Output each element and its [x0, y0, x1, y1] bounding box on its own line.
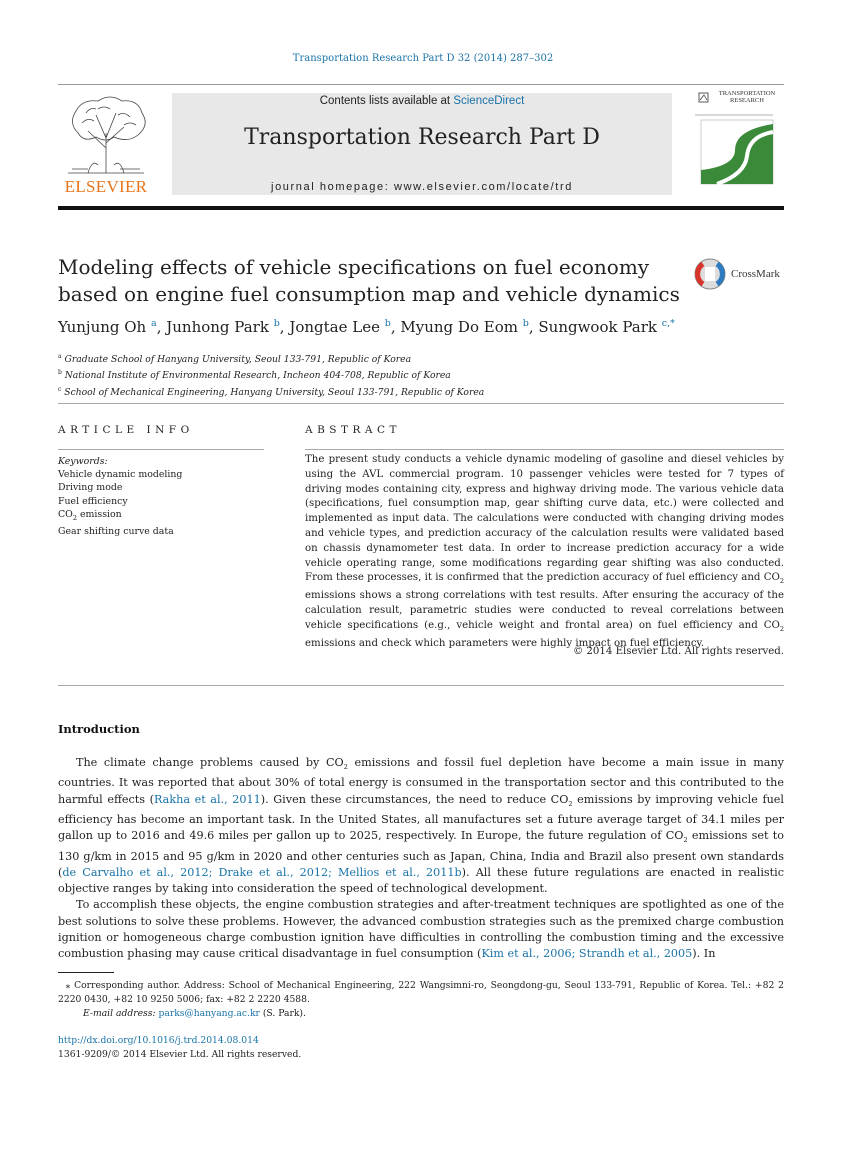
- abstract-text: The present study conducts a vehicle dynamic modeling of gasoline and diesel vehicles by using the AVL commercial program. 10 passenger vehicles were tested for 7 types of driving modes containing city, express and highway driving mode. The various vehicle data (specifications, fuel consumption map, gear shifting curve data, etc.) were collected and implemented as input data. The calculations were conducted with changing driving modes and vehicle types, and prediction accuracy of the calculation results were validated based on chassis dynamometer test data. In order to increase prediction accuracy for a wide vehicle operating range, some modifications regarding gear shifting was also conducted. From these processes, it is confirmed that the prediction accuracy of fuel efficiency and $CO_2$ emissions shows a strong correlations with test results. After ensuring the accuracy of the calculation result, parametric studies were conducted to reveal correlations between vehicle specifications (e.g., vehicle weight and frontal area) on fuel efficiency and $CO_2$ emissions and check which parameters were highly impact on fuel efficiency.: [305, 454, 784, 649]
- doi-link[interactable]: http://dx.doi.org/10.1016/j.trd.2014.08.014: [58, 1035, 259, 1046]
- homepage-link[interactable]: www.elsevier.com/locate/trd: [394, 181, 573, 193]
- divider: [58, 685, 784, 686]
- keyword: Gear shifting curve data: [58, 525, 174, 537]
- author-name: Sungwook Park: [538, 318, 657, 336]
- footnote-email: E-mail address: parks@hanyang.ac.kr (S. Park).: [83, 1007, 306, 1019]
- article-title-line1: Modeling effects of vehicle specifications on fuel economy: [58, 255, 650, 279]
- journal-cover: [695, 90, 783, 188]
- divider: [58, 403, 784, 404]
- abstract-heading: ABSTRACT: [305, 424, 402, 436]
- divider: [58, 449, 264, 450]
- header-thick-rule: [58, 206, 784, 210]
- article-title: [58, 254, 688, 307]
- author-list: [58, 318, 778, 336]
- author-name: Myung Do Eom: [400, 318, 518, 336]
- crossmark-label: CrossMark: [731, 268, 780, 280]
- citation-link[interactable]: Rakha et al., 2011: [154, 792, 261, 806]
- journal-banner: [172, 93, 672, 195]
- affiliation-ref[interactable]: b: [273, 318, 280, 329]
- homepage-prefix: journal homepage:: [271, 181, 395, 193]
- elsevier-logo: [58, 93, 154, 197]
- journal-homepage: [172, 181, 672, 193]
- footnote-divider: [58, 972, 114, 973]
- article-info-heading: ARTICLE INFO: [58, 424, 194, 436]
- top-divider: [58, 84, 784, 85]
- introduction-body: [58, 755, 784, 962]
- cover-title-line1: TRANSPORTATION: [718, 90, 776, 97]
- affiliation-ref[interactable]: c,*: [661, 318, 675, 329]
- keyword: $CO_2$ emission: [58, 508, 122, 522]
- author-name: Jongtae Lee: [289, 318, 380, 336]
- keyword: Vehicle dynamic modeling: [58, 469, 183, 481]
- affiliation-ref[interactable]: a: [151, 318, 157, 329]
- journal-citation[interactable]: Transportation Research Part D 32 (2014) 287–302: [292, 53, 554, 64]
- crossmark-icon: [694, 258, 726, 290]
- contents-prefix: Contents lists available at: [319, 95, 454, 107]
- paragraph: The climate change problems caused by $CO_2$ emissions and fossil fuel depletion have become a main issue in many countries. It was reported that about 30% of total energy is consumed in the transportation sector and this contributed to the harmful effects (Rakha et al., 2011). Given these circumstances, the need to reduce $CO_2$ emissions by improving vehicle fuel efficiency has become an important task. In the United States, all manufactures set a future average target of 34.1 miles per gallon up to 2016 and 49.6 miles per gallon up to 2025, respectively. In Europe, the future regulation of $CO_2$ emissions set to 130 g/km in 2015 and 95 g/km in 2020 and other centuries such as Japan, China, India and Brazil also present own standards (de Carvalho et al., 2012; Drake et al., 2012; Mellios et al., 2011b). All these future regulations are enacted in realistic objective ranges by taking into consideration the speed of technological development.: [58, 756, 785, 896]
- keywords-heading: Keywords:: [58, 456, 108, 467]
- doi-block: [58, 1034, 784, 1062]
- section-heading-introduction: Introduction: [58, 722, 140, 736]
- author: [538, 318, 674, 336]
- cover-title-line2: RESEARCH: [730, 97, 764, 104]
- affiliation: $^c$ School of Mechanical Engineering, Hanyang University, Seoul 133-791, Republic of Korea: [58, 385, 485, 398]
- affiliation: $^a$ Graduate School of Hanyang University, Seoul 133-791, Republic of Korea: [58, 353, 412, 366]
- abstract-copyright: © 2014 Elsevier Ltd. All rights reserved.: [572, 646, 784, 657]
- citation-link[interactable]: Kim et al., 2006; Strandh et al., 2005: [481, 946, 693, 960]
- affiliations: [58, 350, 778, 399]
- author-name: Yunjung Oh: [58, 318, 147, 336]
- cover-road-icon: [695, 90, 783, 188]
- journal-title: Transportation Research Part D: [244, 125, 600, 150]
- author: Junhong Park $^b$,: [166, 318, 290, 336]
- paragraph: To accomplish these objects, the engine combustion strategies and after-treatment techniques are spotlighted as one of the best solutions to solve these problems. However, the advanced combustion strategies such as the premixed charge combustion ignition or homogeneous charge combustion ignition have difficulties in controlling the combustion timing and the excessive combustion phasing may cause critical disadvantage in fuel consumption (Kim et al., 2006; Strandh et al., 2005). In: [58, 898, 784, 960]
- article-title-line2: based on engine fuel consumption map and vehicle dynamics: [58, 281, 680, 306]
- footnote-text: ⁎ Corresponding author. Address: School of Mechanical Engineering, 222 Wangsimni-ro, Seongdong-gu, Seoul 133-791, Republic of Korea. Tel.: +82 2 2220 0430, +82 10 9250 5006; fax: +82 2 2220 4588.: [58, 980, 784, 1005]
- corresponding-author-footnote: [58, 979, 784, 1020]
- keyword: Fuel efficiency: [58, 495, 128, 507]
- divider: [305, 449, 784, 450]
- affiliation-ref[interactable]: b: [522, 318, 529, 329]
- author: Jongtae Lee $^b$,: [289, 318, 401, 336]
- author: Yunjung Oh $^a$,: [58, 318, 167, 336]
- crossmark-button[interactable]: [694, 258, 786, 290]
- keywords-block: [58, 455, 278, 538]
- footnote-marker: ⁎: [65, 980, 71, 991]
- author: Myung Do Eom $^b$,: [400, 318, 539, 336]
- issn-line: 1361-9209/© 2014 Elsevier Ltd. All rights reserved.: [58, 1048, 302, 1060]
- affiliation: $^b$ National Institute of Environmental Research, Incheon 404-708, Republic of Korea: [58, 369, 451, 382]
- contents-availability: [172, 95, 672, 107]
- keyword: Driving mode: [58, 482, 123, 494]
- affiliation-ref[interactable]: b: [384, 318, 391, 329]
- author-name: Junhong Park: [166, 318, 269, 336]
- publisher-wordmark: ELSEVIER: [64, 177, 148, 196]
- email-link[interactable]: parks@hanyang.ac.kr: [158, 1007, 260, 1019]
- sciencedirect-link[interactable]: ScienceDirect: [453, 95, 525, 107]
- elsevier-tree-icon: [58, 93, 154, 177]
- citation-link[interactable]: de Carvalho et al., 2012; Drake et al., 2012; Mellios et al., 2011b: [62, 865, 462, 879]
